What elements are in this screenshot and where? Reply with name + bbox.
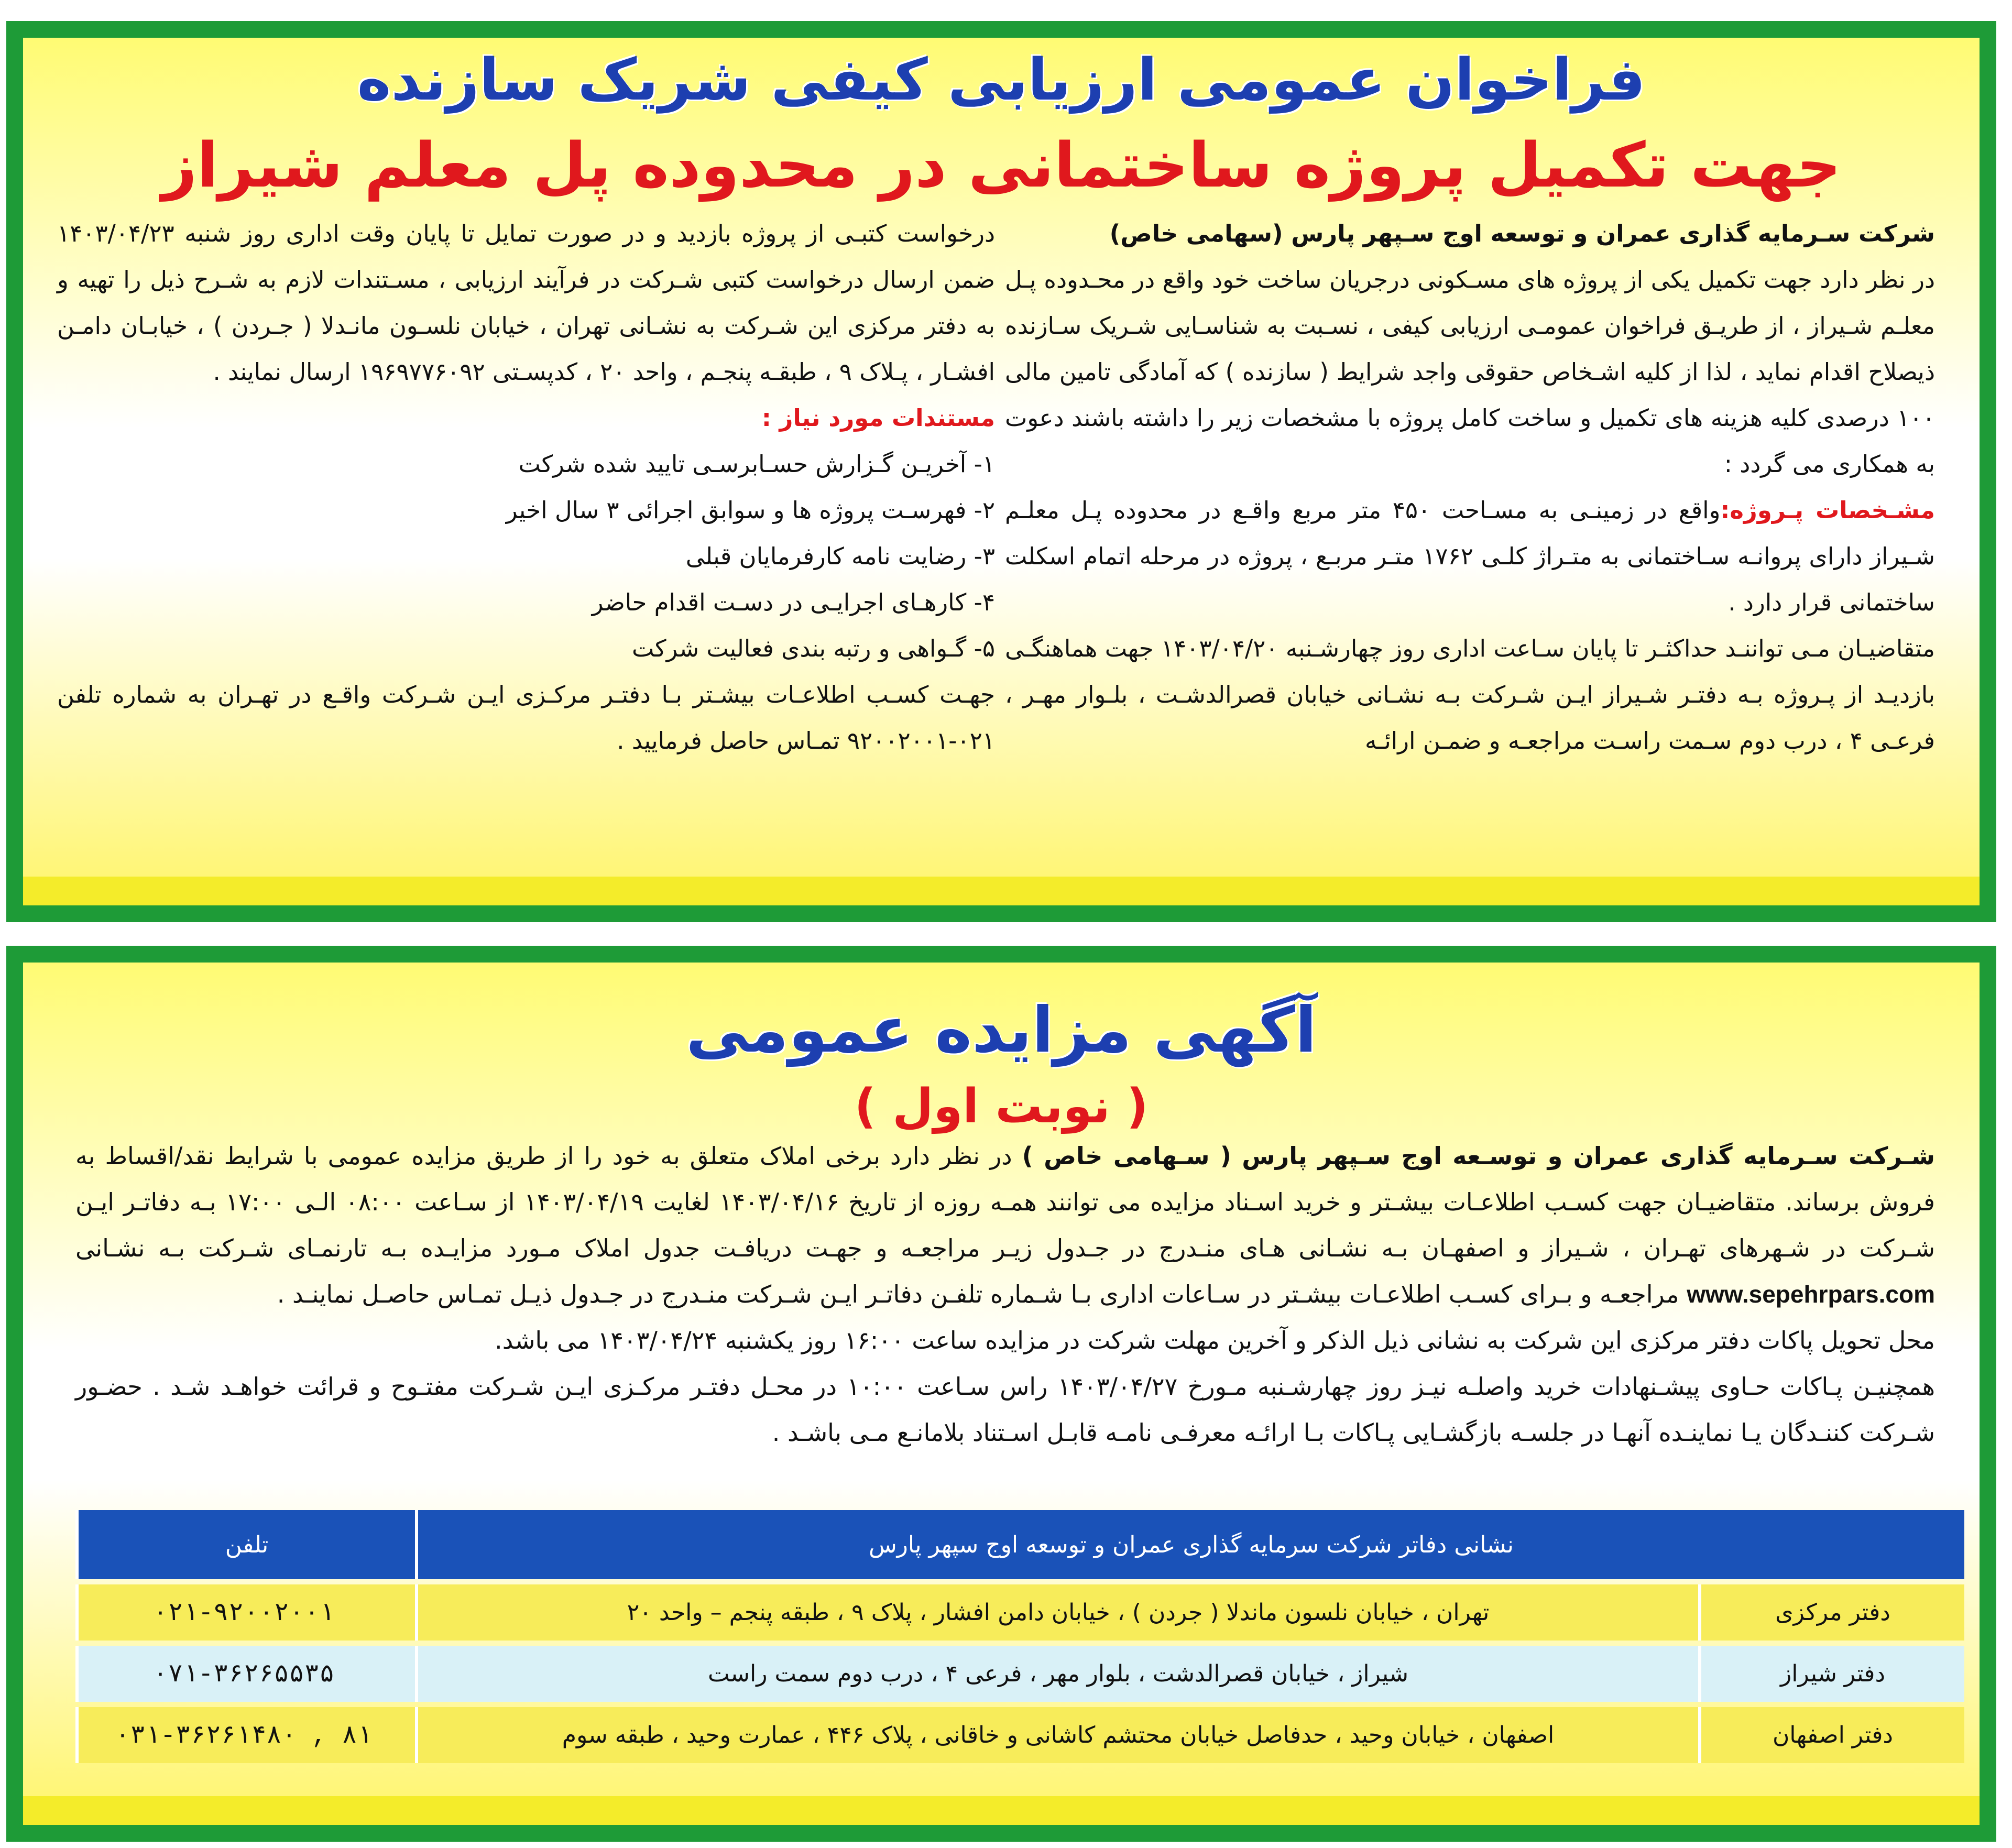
- office-name: دفتر مرکزی: [1698, 1584, 1964, 1641]
- office-phone: ۰۷۱-۳۶۲۶۵۵۳۵: [75, 1646, 415, 1702]
- call-company-name: شرکت سـرمایه گذاری عمران و توسعه اوج سـپهر پارس (سهامی خاص): [1109, 220, 1935, 247]
- project-spec-text: واقع در زمینـی به مسـاحت ۴۵۰ متر مربع واقـع در محدوده پـل معلـم شـیراز دارای پروانـه سـاختمانی به متـراژ کلـی ۱۷۶۲ متـر مربـع ، پروژه در مرحله اتمام اسکلت ساختمانی قرار دارد .: [1005, 496, 1935, 616]
- offices-table: [75, 1505, 1964, 1768]
- docs-item: ۴- کارهـای اجرایـی در دسـت اقدام حاضر: [592, 588, 995, 616]
- docs-item: ۲- فهرسـت پروژه ها و سوابق اجرائی ۳ سال اخیر: [506, 496, 995, 524]
- table-row: [75, 1707, 1964, 1763]
- panel-bottom-band: [23, 1796, 1980, 1825]
- header-address: نشانی دفاتر شرکت سرمایه گذاری عمران و توسعه اوج سپهر پارس: [415, 1510, 1964, 1579]
- office-address: تهران ، خیابان نلسون ماندلا ( جردن ) ، خیابان دامن افشار ، پلاک ۹ ، طبقه پنجم – واحد ۲۰: [415, 1584, 1698, 1641]
- docs-label: مستندات مورد نیاز :: [761, 404, 995, 432]
- docs-list: [57, 441, 995, 672]
- auction-panel: [6, 946, 1996, 1842]
- auction-title: آگهی مزایده عمومی: [686, 994, 1317, 1067]
- office-address: اصفهان ، خیابان وحید ، حدفاصل خیابان محتشم کاشانی و خاقانی ، پلاک ۴۴۶ ، عمارت وحید ، طبقه سوم: [415, 1707, 1698, 1763]
- panel-bottom-band: [23, 877, 1980, 905]
- table-row: [75, 1646, 1964, 1702]
- auction-company-name: شـرکت سـرمایه گذاری عمران و توسـعه اوج سـپهر پارس ( سـهامی خاص ): [1022, 1142, 1935, 1170]
- project-spec-label: مشـخصات پـروژه:: [1720, 496, 1935, 524]
- header-phone: تلفن: [75, 1510, 415, 1579]
- call-panel-body: [23, 38, 1980, 905]
- docs-item: ۳- رضایت نامه کارفرمایان قبلی: [685, 542, 995, 570]
- table-row: [75, 1584, 1964, 1641]
- auction-subtitle: ( نوبت اول ): [854, 1079, 1149, 1134]
- call-right-column: [1005, 211, 1935, 764]
- auction-panel-body: [23, 963, 1980, 1825]
- office-phone: ۰۳۱-۳۶۲۶۱۴۸۰ , ۸۱: [75, 1707, 415, 1763]
- contact-info: جهـت کسـب اطلاعـات بیشـتر بـا دفتـر مرکـزی ایـن شـرکت واقـع در تهـران به شماره تلفن ۰۲۱-۹۲۰۰۲۰۰۱ تمـاس حاصل فرمایید .: [57, 681, 995, 754]
- call-panel: [6, 21, 1996, 922]
- auction-para2: محل تحویل پاکات دفتر مرکزی این شرکت به نشانی ذیل الذکر و آخرین مهلت شرکت در مزایده ساعت ۱۶:۰۰ روز یکشنبه ۱۴۰۳/۰۴/۲۴ می باشد.: [495, 1326, 1935, 1354]
- office-name: دفتر شیراز: [1698, 1646, 1964, 1702]
- auction-para1: در نظر دارد برخی املاک متعلق به خود را از طریق مزایده عمومی با شرایط نقد/اقساط به فروش برساند. متقاضیـان جهت کسـب اطلاعـات بیشـتر و خرید اسـناد مزایده می توانند همـه روزه از تاریخ ۱۴۰۳/۰۴/۱۶ لغایت ۱۴۰۳/۰۴/۱۹ از سـاعت ۰۸:۰۰ الـی ۱۷:۰۰ بـه دفاتـر ایـن شـرکت در شـهرهای تهـران ، شـیراز و اصفهـان بـه نشـانی هـای منـدرج در جـدول زیـر مراجعـه و جهـت دریافـت جدول املاک مـورد مزایـده بـه تارنمـای شـرکت بـه نشـانی: [75, 1142, 1935, 1262]
- office-phone: ۰۲۱-۹۲۰۰۲۰۰۱: [75, 1584, 415, 1641]
- call-intro: در نظر دارد جهت تکمیل یکی از پروژه های مسـکونی درجریان ساخت خود واقع در محـدوده پـل معلـم شـیراز ، از طریـق فراخوان عمومـی ارزیابی کیفی ، نسـبت به شناسـایی شـریک سـازنده ذیصلاح اقدام نماید ، لذا از کلیه اشـخاص حقوقی واجد شرایط ( سازنده ) که آمادگی تامین مالی ۱۰۰ درصدی کلیه هزینه های تکمیل و ساخت کامل پروژه با مشخصات زیر را داشته باشند دعوت به همکاری می گردد :: [1005, 266, 1935, 478]
- auction-text: [75, 1133, 1935, 1456]
- request-instructions: درخواست کتبـی از پروژه بازدید و در صورت تمایل تا پایان وقت اداری روز شنبه ۱۴۰۳/۰۴/۲۳ ضمن ارسال درخواست کتبی شـرکت در فرآیند ارزیابی ، مسـتندات لازم به شـرح ذیل را تهیه و به دفتر مرکزی این شـرکت به نشـانی تهران ، خیابان نلسـون مانـدلا ( جـردن ) ، خیابـان دامـن افشـار ، پـلاک ۹ ، طبقـه پنجـم ، واحد ۲۰ ، کدپسـتی ۱۹۶۹۷۷۶۰۹۲ ارسال نمایند .: [57, 220, 995, 386]
- docs-item: ۵- گـواهی و رتبه بندی فعالیت شرکت: [631, 635, 995, 662]
- offices-table-header: [75, 1510, 1964, 1579]
- auction-para3: همچنیـن پـاکات حـاوی پیشـنهادات خرید واصلـه نیـز روز چهارشـنبه مـورخ ۱۴۰۳/۰۴/۲۷ راس سـاعت ۱۰:۰۰ در محـل دفتـر مرکـزی ایـن شـرکت مفتـوح و قرائت خواهـد شـد . حضـور شـرکت کننـدگان یـا نماینـده آنهـا در جلسـه بازگشـایی پـاکات بـا ارائـه معرفـی نامـه قابـل اسـتناد بلامانـع مـی باشـد .: [75, 1372, 1935, 1447]
- call-left-column: [57, 211, 995, 764]
- auction-para1-end: مراجعـه و بـرای کسـب اطلاعـات بیشـتر در سـاعات اداری بـا شـماره تلفـن دفاتـر ایـن شـرکت منـدرج در جـدول ذیـل تمـاس حاصـل نماینـد .: [277, 1280, 1687, 1308]
- docs-item: ۱- آخریـن گـزارش حسـابرسـی تایید شده شرکت: [518, 450, 995, 478]
- call-subtitle: جهت تکمیل پروژه ساختمانی در محدوده پل معلم شیراز: [161, 129, 1841, 201]
- project-spec: [1005, 487, 1935, 626]
- visit-instructions: متقاضیـان مـی تواننـد حداکثـر تا پایان سـاعت اداری روز چهارشـنبه ۱۴۰۳/۰۴/۲۰ جهت هماهنگـی بازدیـد از پـروژه بـه دفتـر شـیراز ایـن شـرکت بـه نشـانی خیابان قصرالدشـت ، بلـوار مهـر ، فرعـی ۴ ، درب دوم سـمت راسـت مراجعـه و ضمـن ارائـه: [1005, 635, 1935, 754]
- office-name: دفتر اصفهان: [1698, 1707, 1964, 1763]
- website-link[interactable]: www.sepehrpars.com: [1687, 1281, 1935, 1308]
- call-title: فراخوان عمومی ارزیابی کیفی شریک سازنده: [357, 46, 1646, 113]
- office-address: شیراز ، خیابان قصرالدشت ، بلوار مهر ، فرعی ۴ ، درب دوم سمت راست: [415, 1646, 1698, 1702]
